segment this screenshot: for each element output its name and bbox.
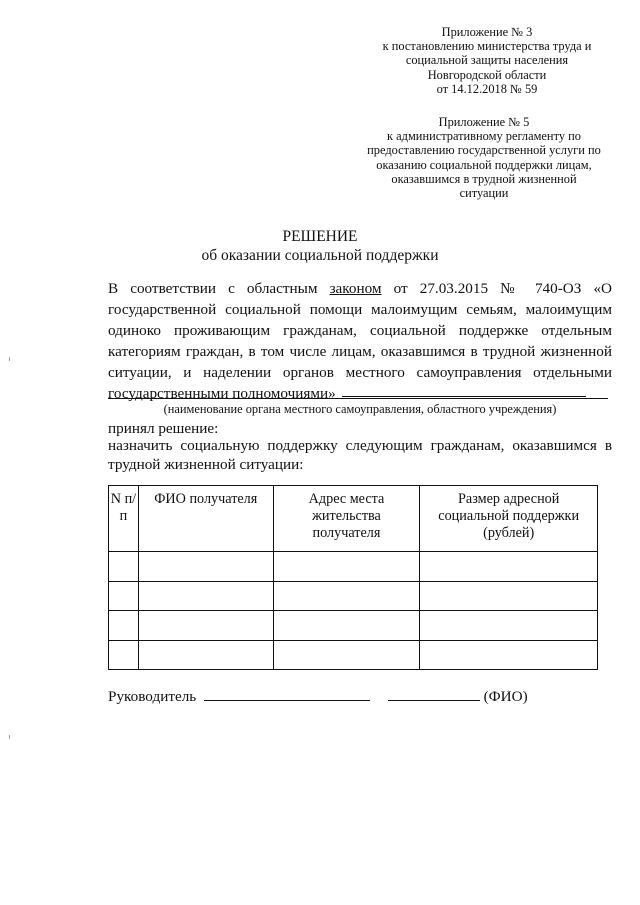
table-cell[interactable]: [420, 581, 598, 611]
annex-3-header: [356, 25, 618, 96]
decided-text: принял решение:: [108, 420, 219, 437]
scan-mark: [9, 735, 10, 739]
annex-5-line: к административному регламенту по: [387, 129, 581, 144]
annex-5-line: оказавшимся в трудной жизненной: [391, 171, 577, 186]
table-cell[interactable]: [138, 611, 273, 641]
document-title: [0, 227, 640, 265]
table-cell[interactable]: [273, 581, 420, 611]
annex-3-line: Приложение № 3: [441, 25, 533, 39]
table-cell[interactable]: [138, 640, 273, 670]
authority-name-caption: (наименование органа местного самоуправления, областного учреждения): [163, 402, 557, 416]
signature-field[interactable]: [204, 686, 370, 701]
title-sub: об оказании социальной поддержки: [201, 247, 439, 264]
table-cell[interactable]: [109, 611, 139, 641]
body-line-6: государственными полномочиями»: [108, 385, 336, 402]
table-row: [109, 611, 598, 641]
table-cell[interactable]: [273, 611, 420, 641]
annex-3-line: социальной защиты населения: [405, 53, 569, 68]
scan-mark: [9, 357, 10, 361]
table-cell[interactable]: [109, 581, 139, 611]
assign-line-1: назначить социальную поддержку следующим гражданам, оказавшимся в: [108, 437, 612, 454]
annex-5-line: предоставлению государственной услуги по: [367, 143, 601, 158]
annex-3-line: Новгородской области: [427, 67, 547, 82]
body-line-1: В соответствии с областным законом от 27.03.2015 № 740-ОЗ «О: [108, 280, 613, 297]
body-line-5: ситуации, и наделении органов местного самоуправления отдельными: [108, 364, 612, 381]
annex-5-line: ситуации: [459, 186, 509, 201]
table-cell[interactable]: [138, 581, 273, 611]
table-cell[interactable]: [109, 640, 139, 670]
table-cell[interactable]: [420, 640, 598, 670]
table-cell[interactable]: [420, 611, 598, 641]
table-cell[interactable]: [273, 640, 420, 670]
col-header-number: N п/п: [109, 486, 139, 552]
body-line-2: государственной социальной помощи малоимущим семьям, малоимущим: [108, 301, 612, 318]
law-link[interactable]: законом: [329, 280, 382, 297]
table-cell[interactable]: [420, 552, 598, 582]
table-cell[interactable]: [138, 552, 273, 582]
col-header-address: Адрес места жительства получателя: [273, 486, 420, 552]
table-row: [109, 640, 598, 670]
table-row: [109, 552, 598, 582]
table-row: [109, 581, 598, 611]
recipients-table: [108, 485, 598, 670]
annex-3-line: от 14.12.2018 № 59: [436, 81, 538, 96]
col-header-fio: ФИО получателя: [138, 486, 273, 552]
annex-5-header: [346, 115, 622, 200]
body-line-3: одиноко проживающим гражданам, социальной поддержке отдельным: [108, 322, 612, 339]
table-cell[interactable]: [273, 552, 420, 582]
annex-3-line: к постановлению министерства труда и: [382, 39, 592, 54]
annex-5-line: Приложение № 5: [438, 115, 530, 129]
signature-label: Руководитель: [108, 688, 197, 705]
table-header-row: [109, 486, 598, 552]
fio-label: (ФИО): [483, 688, 528, 705]
authority-name-field-line[interactable]: [108, 398, 608, 399]
assign-line-2: трудной жизненной ситуации:: [108, 456, 304, 473]
signature-block: [108, 686, 528, 706]
col-header-amount: Размер адресной социальной поддержки (рублей): [420, 486, 598, 552]
annex-5-line: оказанию социальной поддержки лицам,: [376, 157, 592, 172]
fio-field[interactable]: [388, 686, 480, 701]
table-cell[interactable]: [109, 552, 139, 582]
title-main: РЕШЕНИЕ: [282, 228, 358, 245]
authority-name-field[interactable]: [342, 382, 586, 397]
body-line-4: категориям граждан, в том числе лицам, оказавшимся в трудной жизненной: [108, 343, 612, 360]
